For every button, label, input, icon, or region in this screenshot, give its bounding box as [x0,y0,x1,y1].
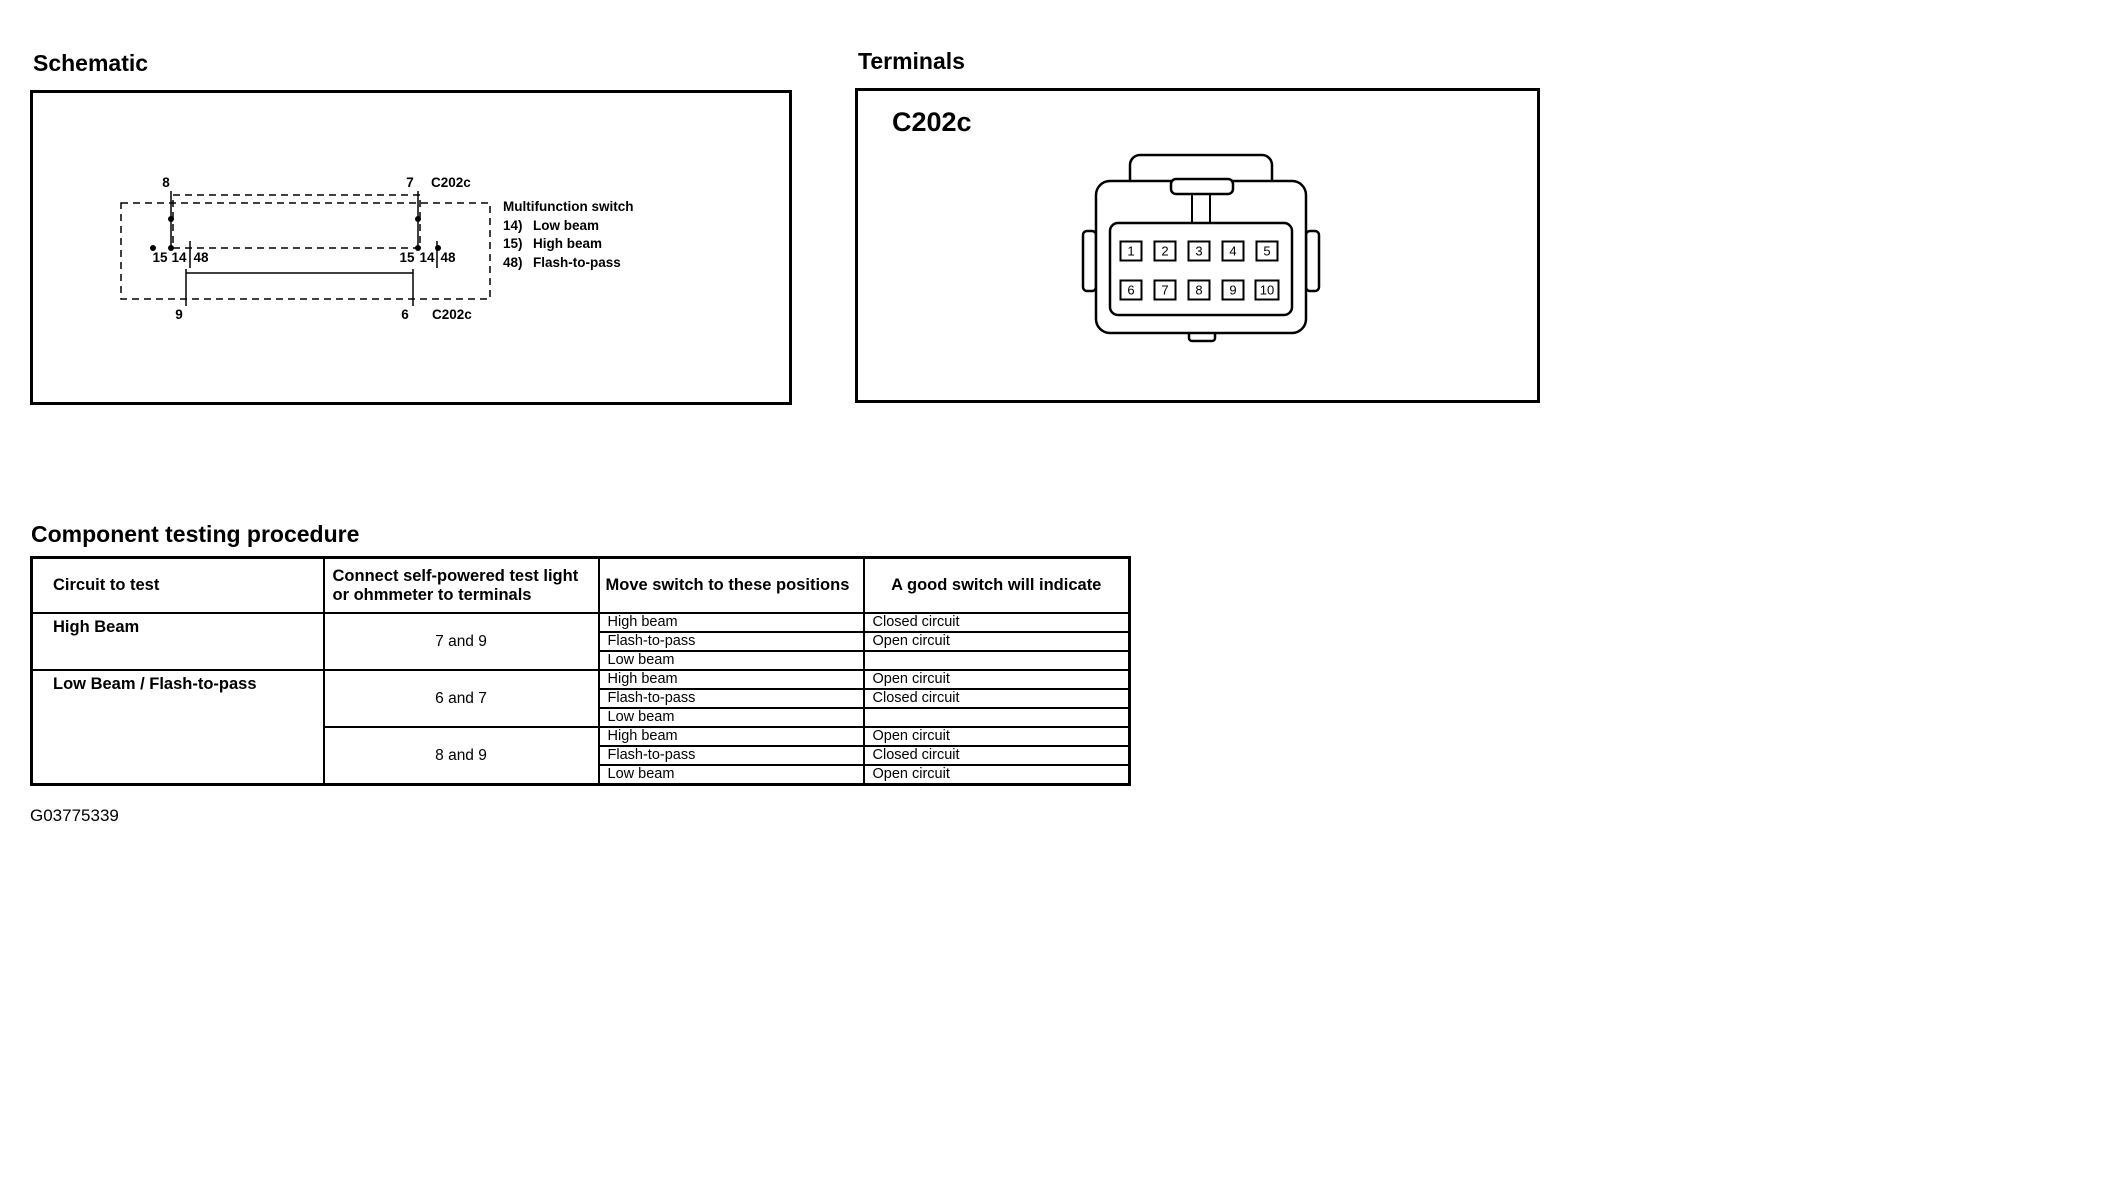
terminals-cell: 6 and 7 [324,670,599,727]
pin-label-top-right: 7 [406,175,414,190]
testing-table [30,556,1131,786]
pin-label-bottom-left: 9 [175,307,183,322]
pin-label-top-left: 8 [162,175,170,190]
header-circuit: Circuit to test [32,558,324,614]
legend-item-label: Flash-to-pass [533,254,621,270]
position-cell: High beam [599,727,864,746]
schematic-title: Schematic [33,50,149,76]
position-cell: Low beam [599,708,864,727]
legend-item-num: 48) [503,254,523,270]
result-cell: Closed circuit [864,689,1130,708]
terminals-title: Terminals [858,48,965,74]
legend-item [503,254,634,273]
table-row [32,613,1130,632]
position-cell: Low beam [599,765,864,785]
terminal-pin-2-label: 2 [1161,243,1169,259]
legend-item [503,235,634,254]
terminal-pin-10-label: 10 [1259,282,1275,298]
terminal-pin-7-label: 7 [1161,282,1169,298]
legend-item-label: High beam [533,236,603,251]
contact-label-left-15: 15 [152,250,168,265]
result-cell: Open circuit [864,670,1130,689]
contact-label-right-15: 15 [399,250,415,265]
result-cell [864,708,1130,727]
contact-label-left-48: 48 [193,250,209,265]
terminals-panel [855,88,1540,403]
schematic-wires [121,191,490,306]
circuit-cell: Low Beam / Flash-to-pass [32,670,324,785]
header-positions: Move switch to these positions [599,558,864,614]
position-cell: Flash-to-pass [599,746,864,765]
table-header-row [32,558,1130,614]
legend [503,198,634,272]
result-cell: Open circuit [864,632,1130,651]
legend-item-num: 15) [503,236,523,251]
terminal-pin-9-label: 9 [1229,282,1237,298]
terminal-pin-1-label: 1 [1127,243,1135,259]
legend-title: Multifunction switch [503,199,634,214]
header-terminals: Connect self-powered test light or ohmmeter to terminals [324,558,599,614]
result-cell [864,651,1130,670]
terminal-pin-5-label: 5 [1263,243,1271,259]
legend-item-num: 14) [503,217,523,233]
figure-id: G03775339 [30,806,119,825]
connector-diagram [858,91,1537,400]
circuit-cell: High Beam [32,613,324,670]
schematic-panel [30,90,792,405]
position-cell: High beam [599,613,864,632]
contact-label-right-48: 48 [440,250,456,265]
terminal-pin-3-label: 3 [1195,243,1203,259]
position-cell: Low beam [599,651,864,670]
terminals-cell: 8 and 9 [324,727,599,785]
schematic-diagram [33,93,789,402]
terminal-pin-4-label: 4 [1229,243,1237,259]
result-cell: Closed circuit [864,746,1130,765]
result-cell: Open circuit [864,765,1130,785]
result-cell: Open circuit [864,727,1130,746]
testing-title: Component testing procedure [31,521,360,547]
legend-item-label: Low beam [533,217,600,233]
result-cell: Closed circuit [864,613,1130,632]
table-row [32,670,1130,689]
position-cell: Flash-to-pass [599,632,864,651]
connector-label-top: C202c [431,175,471,190]
terminal-pin-6-label: 6 [1127,282,1135,298]
position-cell: Flash-to-pass [599,689,864,708]
connector-name: C202c [892,107,972,137]
connector-label-bottom: C202c [432,307,472,322]
position-cell: High beam [599,670,864,689]
contact-label-left-14: 14 [171,250,187,265]
header-result: A good switch will indicate [864,558,1130,614]
junction-dots [150,216,441,251]
terminal-pin-8-label: 8 [1195,282,1203,298]
contact-label-right-14: 14 [419,250,435,265]
pin-label-bottom-right: 6 [401,307,409,322]
terminals-cell: 7 and 9 [324,613,599,670]
legend-item [503,217,634,236]
